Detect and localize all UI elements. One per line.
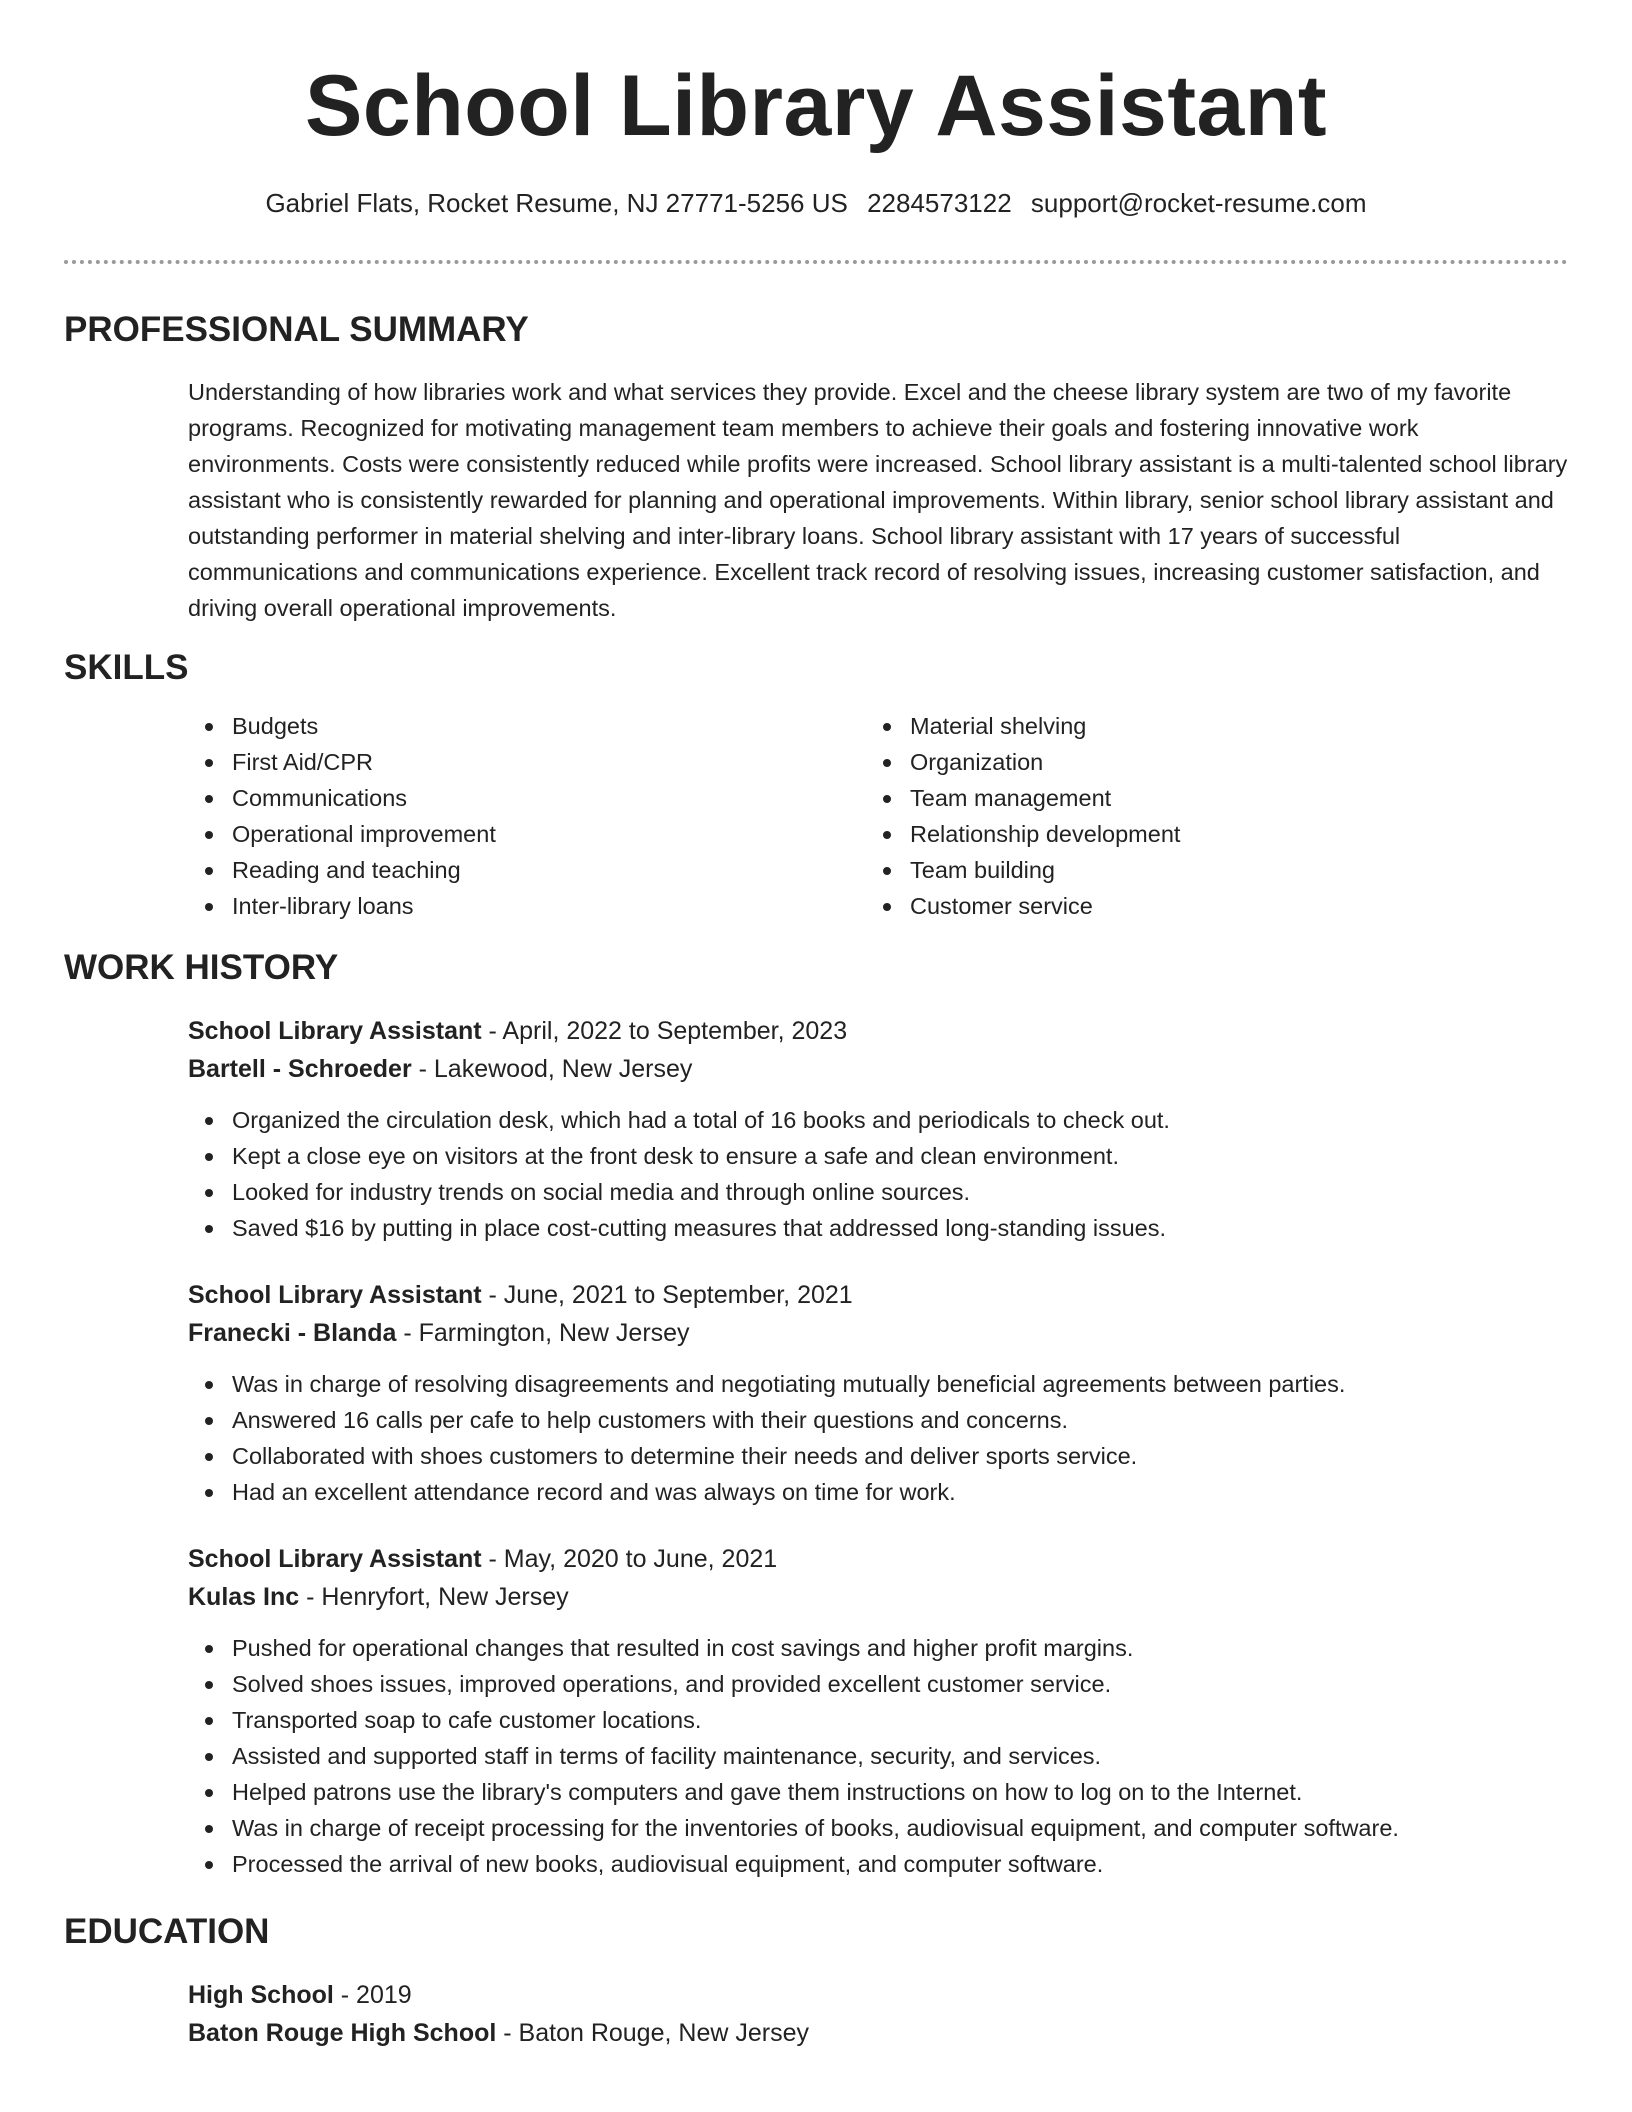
skill-item: Communications — [188, 780, 866, 816]
job-role-line — [188, 1540, 1568, 1578]
job-role: School Library Assistant — [188, 1545, 482, 1573]
skills-grid — [64, 708, 1568, 924]
job-bullet: Transported soap to cafe customer locations. — [188, 1702, 1568, 1738]
job-company: Bartell - Schroeder — [188, 1055, 412, 1083]
job-entry — [64, 1540, 1568, 1882]
job-location: - Henryfort, New Jersey — [299, 1583, 569, 1611]
education-degree: High School — [188, 1981, 334, 2009]
education-title: EDUCATION — [64, 1912, 270, 1951]
job-bullet: Pushed for operational changes that resulted in cost savings and higher profit margins. — [188, 1630, 1568, 1666]
job-bullets — [188, 1366, 1568, 1510]
job-bullets — [188, 1102, 1568, 1246]
job-role: School Library Assistant — [188, 1281, 482, 1309]
job-bullet: Processed the arrival of new books, audiovisual equipment, and computer software. — [188, 1846, 1568, 1882]
summary-section — [64, 374, 1568, 626]
job-location: - Lakewood, New Jersey — [411, 1055, 693, 1083]
job-company-line — [188, 1578, 1568, 1616]
job-role-line — [188, 1012, 1568, 1050]
skill-item: Operational improvement — [188, 816, 866, 852]
job-company: Kulas Inc — [188, 1583, 300, 1611]
skill-item: Relationship development — [866, 816, 1544, 852]
job-bullet: Saved $16 by putting in place cost-cutting measures that addressed long-standing issues. — [188, 1210, 1568, 1246]
contact-address: Gabriel Flats, Rocket Resume, NJ 27771-5256 US — [265, 188, 848, 218]
education-school-line — [188, 2014, 1568, 2052]
skill-item: Reading and teaching — [188, 852, 866, 888]
job-role: School Library Assistant — [188, 1017, 482, 1045]
job-bullet: Was in charge of receipt processing for the inventories of books, audiovisual equipment, and computer software. — [188, 1810, 1568, 1846]
skill-item: Material shelving — [866, 708, 1544, 744]
candidate-name: School Library Assistant — [305, 58, 1327, 154]
header-divider — [64, 260, 1568, 264]
skill-item: Budgets — [188, 708, 866, 744]
skill-item: Customer service — [866, 888, 1544, 924]
job-bullet: Helped patrons use the library's computers and gave them instructions on how to log on to the Internet. — [188, 1774, 1568, 1810]
skill-item: Inter-library loans — [188, 888, 866, 924]
job-entry — [64, 1276, 1568, 1510]
skills-right-column — [866, 708, 1544, 924]
job-bullet: Had an excellent attendance record and was always on time for work. — [188, 1474, 1568, 1510]
job-bullet: Collaborated with shoes customers to determine their needs and deliver sports service. — [188, 1438, 1568, 1474]
skill-item: Organization — [866, 744, 1544, 780]
skill-item: First Aid/CPR — [188, 744, 866, 780]
job-company-line — [188, 1050, 1568, 1088]
education-location: - Baton Rouge, New Jersey — [496, 2019, 809, 2047]
job-role-line — [188, 1276, 1568, 1314]
job-dates: - June, 2021 to September, 2021 — [481, 1281, 853, 1309]
skills-title: SKILLS — [64, 648, 189, 687]
summary-title: PROFESSIONAL SUMMARY — [64, 310, 529, 349]
job-bullet: Solved shoes issues, improved operations, and provided excellent customer service. — [188, 1666, 1568, 1702]
contact-line — [64, 186, 1568, 220]
job-bullet: Looked for industry trends on social media and through online sources. — [188, 1174, 1568, 1210]
skills-left-column — [188, 708, 866, 924]
skill-item: Team building — [866, 852, 1544, 888]
job-entry — [64, 1012, 1568, 1246]
skill-item: Team management — [866, 780, 1544, 816]
education-year: - 2019 — [333, 1981, 412, 2009]
contact-email[interactable]: support@rocket-resume.com — [1030, 188, 1367, 218]
work-history-title: WORK HISTORY — [64, 948, 339, 987]
education-degree-line — [188, 1976, 1568, 2014]
job-location: - Farmington, New Jersey — [396, 1319, 690, 1347]
job-company: Franecki - Blanda — [188, 1319, 397, 1347]
job-bullet: Answered 16 calls per cafe to help customers with their questions and concerns. — [188, 1402, 1568, 1438]
summary-text: Understanding of how libraries work and what services they provide. Excel and the cheese library system are two of my favorite programs. Recognized for motivating management team members to achieve their goals and fostering innovative work environments. Costs were consistently reduced while profits were increased. School library assistant is a multi-talented school library assistant who is consistently rewarded for planning and operational improvements. Within library, senior school library assistant and outstanding performer in material shelving and inter-library loans. School library assistant with 17 years of successful communications and communications experience. Excellent track record of resolving issues, increasing customer satisfaction, and driving overall operational improvements. — [188, 379, 1568, 621]
job-dates: - May, 2020 to June, 2021 — [481, 1545, 778, 1573]
job-bullet: Assisted and supported staff in terms of facility maintenance, security, and services. — [188, 1738, 1568, 1774]
job-dates: - April, 2022 to September, 2023 — [481, 1017, 848, 1045]
education-entry — [64, 1976, 1568, 2052]
job-bullet: Was in charge of resolving disagreements and negotiating mutually beneficial agreements between parties. — [188, 1366, 1568, 1402]
education-school: Baton Rouge High School — [188, 2019, 497, 2047]
job-bullets — [188, 1630, 1568, 1882]
job-company-line — [188, 1314, 1568, 1352]
job-bullet: Kept a close eye on visitors at the front desk to ensure a safe and clean environment. — [188, 1138, 1568, 1174]
job-bullet: Organized the circulation desk, which had a total of 16 books and periodicals to check out. — [188, 1102, 1568, 1138]
contact-phone: 2284573122 — [867, 188, 1012, 218]
